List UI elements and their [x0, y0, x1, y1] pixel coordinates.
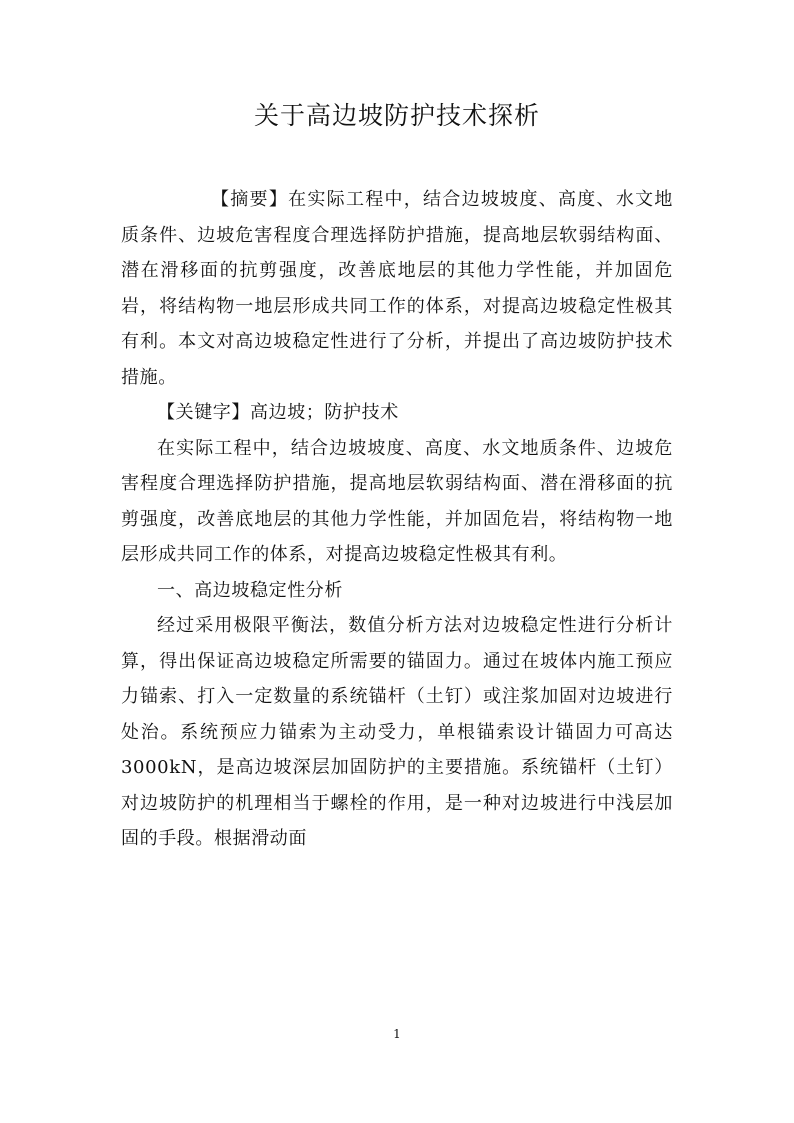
- section-heading: 一、高边坡稳定性分析: [157, 579, 343, 601]
- abstract-paragraph: 【摘要】在实际工程中，结合边坡坡度、高度、水文地质条件、边坡危害程度合理选择防护措施，提高地层软弱结构面、潜在滑移面的抗剪强度，改善底地层的其他力学性能，并加固危岩，将结构物一地层形成共同工作的体系，对提高边坡稳定性极其有利。本文对高边坡稳定性进行了分析，并提出了高边坡防护技术措施。: [121, 189, 673, 388]
- body-paragraph: 经过采用极限平衡法，数值分析方法对边坡稳定性进行分析计算，得出保证高边坡稳定所需要的锚固力。通过在坡体内施工预应力锚索、打入一定数量的系统锚杆（土钉）或注浆加固对边坡进行处治。系统预应力锚索为主动受力，单根锚索设计锚固力可高达3000kN，是高边坡深层加固防护的主要措施。系统锚杆（土钉）对边坡防护的机理相当于螺栓的作用，是一种对边坡进行中浅层加固的手段。根据滑动面: [121, 615, 673, 849]
- intro-paragraph: 在实际工程中，结合边坡坡度、高度、水文地质条件、边坡危害程度合理选择防护措施，提高地层软弱结构面、潜在滑移面的抗剪强度，改善底地层的其他力学性能，并加固危岩，将结构物一地层形成共同工作的体系，对提高边坡稳定性极其有利。: [121, 437, 673, 565]
- page-number: 1: [393, 1027, 401, 1041]
- document-body: [121, 182, 673, 857]
- keywords-paragraph: 【关键字】高边坡；防护技术: [157, 402, 399, 423]
- document-title: 关于高边坡防护技术探析: [253, 101, 540, 130]
